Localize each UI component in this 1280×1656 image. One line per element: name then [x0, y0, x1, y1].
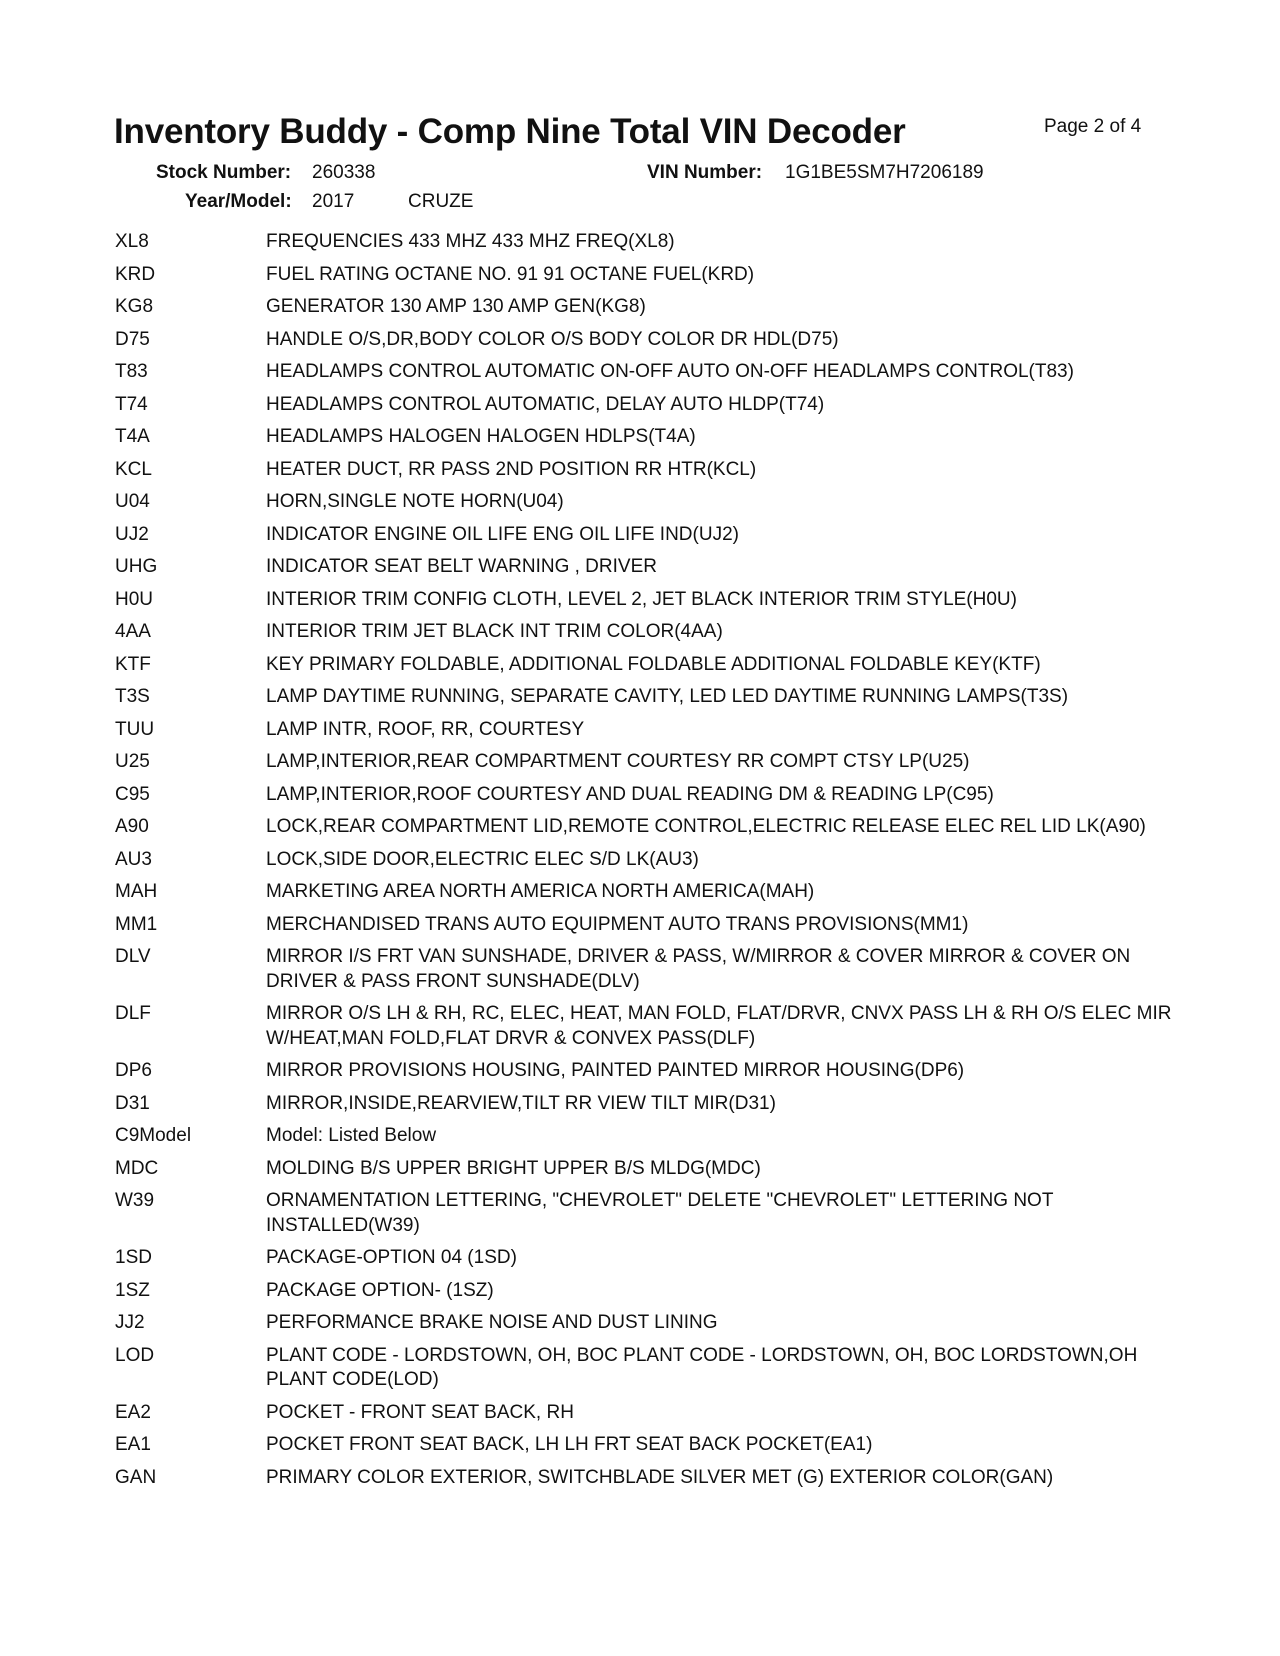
option-code: T4A	[115, 426, 150, 447]
option-code: DLV	[115, 946, 151, 967]
option-description: MARKETING AREA NORTH AMERICA NORTH AMERICA(MAH)	[266, 881, 815, 902]
option-code: LOD	[115, 1344, 155, 1366]
option-description: LAMP,INTERIOR,REAR COMPARTMENT COURTESY RR COMPT CTSY LP(U25)	[266, 751, 970, 772]
option-row	[115, 1189, 1175, 1238]
option-row	[115, 1401, 1175, 1426]
option-description: PRIMARY COLOR EXTERIOR, SWITCHBLADE SILVER MET (G) EXTERIOR COLOR(GAN)	[266, 1466, 1054, 1488]
option-code: A90	[115, 816, 149, 837]
option-description: POCKET FRONT SEAT BACK, LH LH FRT SEAT BACK POCKET(EA1)	[266, 1434, 873, 1455]
option-description: MOLDING B/S UPPER BRIGHT UPPER B/S MLDG(MDC)	[266, 1157, 761, 1179]
option-code: XL8	[115, 231, 149, 252]
report-title: Inventory Buddy - Comp Nine Total VIN Decoder	[114, 112, 906, 151]
option-row	[115, 718, 1175, 743]
option-row	[115, 523, 1175, 548]
option-row	[115, 328, 1175, 353]
option-description: LAMP,INTERIOR,ROOF COURTESY AND DUAL READING DM & READING LP(C95)	[266, 783, 994, 805]
option-description: PACKAGE-OPTION 04 (1SD)	[266, 1247, 517, 1268]
option-description: LOCK,REAR COMPARTMENT LID,REMOTE CONTROL,ELECTRIC RELEASE ELEC REL LID LK(A90)	[266, 816, 1146, 837]
option-code: KG8	[115, 296, 154, 317]
option-row	[115, 1092, 1175, 1117]
option-description: PERFORMANCE BRAKE NOISE AND DUST LINING	[266, 1312, 718, 1333]
option-description: HEADLAMPS HALOGEN HALOGEN HDLPS(T4A)	[266, 426, 696, 447]
option-row	[115, 295, 1175, 320]
option-row	[115, 1124, 1175, 1149]
vin-number-label: VIN Number:	[647, 162, 763, 183]
option-description: INTERIOR TRIM CONFIG CLOTH, LEVEL 2, JET BLACK INTERIOR TRIM STYLE(H0U)	[266, 588, 1017, 610]
option-row	[115, 815, 1175, 840]
option-row	[115, 490, 1175, 515]
option-row	[115, 1311, 1175, 1336]
option-description: LAMP INTR, ROOF, RR, COURTESY	[266, 718, 585, 740]
model-value: CRUZE	[408, 191, 474, 212]
option-description: KEY PRIMARY FOLDABLE, ADDITIONAL FOLDABLE ADDITIONAL FOLDABLE KEY(KTF)	[266, 653, 1041, 675]
option-row	[115, 263, 1175, 288]
option-code: MM1	[115, 913, 158, 935]
option-row	[115, 230, 1175, 255]
option-row	[115, 425, 1175, 450]
option-code: 4AA	[115, 621, 151, 642]
option-row	[115, 1246, 1175, 1271]
option-description: POCKET - FRONT SEAT BACK, RH	[266, 1401, 574, 1423]
option-row	[115, 620, 1175, 645]
option-row	[115, 1279, 1175, 1304]
option-row	[115, 848, 1175, 873]
option-row	[115, 653, 1175, 678]
option-description: HEATER DUCT, RR PASS 2ND POSITION RR HTR(KCL)	[266, 458, 757, 480]
option-description: INDICATOR SEAT BELT WARNING , DRIVER	[266, 556, 657, 577]
option-description: FREQUENCIES 433 MHZ 433 MHZ FREQ(XL8)	[266, 231, 675, 252]
option-code: W39	[115, 1190, 155, 1211]
option-code: 1SZ	[115, 1279, 150, 1301]
option-code: KCL	[115, 458, 152, 480]
option-row	[115, 393, 1175, 418]
option-row	[115, 588, 1175, 613]
option-code: AU3	[115, 848, 152, 870]
stock-number-label: Stock Number:	[156, 162, 292, 183]
option-code: T83	[115, 361, 148, 382]
option-description: HEADLAMPS CONTROL AUTOMATIC, DELAY AUTO HLDP(T74)	[266, 393, 825, 415]
option-description: ORNAMENTATION LETTERING, "CHEVROLET" DELETE "CHEVROLET" LETTERING NOT INSTALLED(W39)	[266, 1190, 1054, 1236]
option-row	[115, 360, 1175, 385]
option-description: INTERIOR TRIM JET BLACK INT TRIM COLOR(4AA)	[266, 621, 723, 642]
option-row	[115, 1344, 1175, 1393]
option-row	[115, 1433, 1175, 1458]
option-code: KRD	[115, 263, 156, 285]
option-code-list	[115, 230, 1175, 1498]
stock-number-value: 260338	[312, 162, 376, 183]
option-description: HEADLAMPS CONTROL AUTOMATIC ON-OFF AUTO ON-OFF HEADLAMPS CONTROL(T83)	[266, 361, 1074, 382]
option-row	[115, 555, 1175, 580]
option-code: T3S	[115, 686, 150, 707]
option-description: Model: Listed Below	[266, 1125, 437, 1146]
option-description: PACKAGE OPTION- (1SZ)	[266, 1279, 494, 1301]
option-row	[115, 750, 1175, 775]
option-row	[115, 880, 1175, 905]
option-code: U25	[115, 751, 150, 772]
option-description: MIRROR,INSIDE,REARVIEW,TILT RR VIEW TILT MIR(D31)	[266, 1092, 776, 1114]
option-row	[115, 1059, 1175, 1084]
option-code: T74	[115, 393, 148, 415]
option-row	[115, 945, 1175, 994]
option-code: DP6	[115, 1060, 152, 1081]
option-description: MIRROR I/S FRT VAN SUNSHADE, DRIVER & PASS, W/MIRROR & COVER MIRROR & COVER ON DRIVER & PASS FRONT SUNSHADE(DLV)	[266, 946, 1131, 992]
option-row	[115, 783, 1175, 808]
option-code: D75	[115, 328, 150, 350]
option-row	[115, 1002, 1175, 1051]
option-description: GENERATOR 130 AMP 130 AMP GEN(KG8)	[266, 296, 646, 317]
option-row	[115, 1157, 1175, 1182]
option-code: JJ2	[115, 1312, 145, 1333]
option-code: UJ2	[115, 523, 149, 545]
option-code: 1SD	[115, 1247, 152, 1268]
year-model-label: Year/Model:	[185, 191, 292, 212]
option-description: INDICATOR ENGINE OIL LIFE ENG OIL LIFE IND(UJ2)	[266, 523, 739, 545]
option-code: UHG	[115, 556, 158, 577]
option-description: HANDLE O/S,DR,BODY COLOR O/S BODY COLOR DR HDL(D75)	[266, 328, 839, 350]
option-description: FUEL RATING OCTANE NO. 91 91 OCTANE FUEL(KRD)	[266, 263, 755, 285]
option-code: U04	[115, 491, 150, 512]
option-code: DLF	[115, 1003, 151, 1024]
option-code: C95	[115, 783, 150, 805]
option-description: MIRROR PROVISIONS HOUSING, PAINTED PAINTED MIRROR HOUSING(DP6)	[266, 1060, 965, 1081]
option-description: HORN,SINGLE NOTE HORN(U04)	[266, 491, 564, 512]
page-number: Page 2 of 4	[1044, 116, 1142, 137]
option-code: H0U	[115, 588, 154, 610]
option-code: EA2	[115, 1401, 151, 1423]
vin-number-value: 1G1BE5SM7H7206189	[785, 162, 984, 183]
option-description: MERCHANDISED TRANS AUTO EQUIPMENT AUTO TRANS PROVISIONS(MM1)	[266, 913, 969, 935]
option-row	[115, 1466, 1175, 1491]
option-row	[115, 913, 1175, 938]
option-description: MIRROR O/S LH & RH, RC, ELEC, HEAT, MAN FOLD, FLAT/DRVR, CNVX PASS LH & RH O/S ELEC MIR W/HEAT,MAN FOLD,FLAT DRVR & CONVEX PASS(DLF)	[266, 1003, 1172, 1049]
option-code: C9Model	[115, 1125, 192, 1146]
option-code: GAN	[115, 1466, 157, 1488]
option-description: LOCK,SIDE DOOR,ELECTRIC ELEC S/D LK(AU3)	[266, 848, 699, 870]
option-code: D31	[115, 1092, 150, 1114]
option-code: EA1	[115, 1434, 151, 1455]
option-code: MDC	[115, 1157, 159, 1179]
option-row	[115, 685, 1175, 710]
option-row	[115, 458, 1175, 483]
option-code: TUU	[115, 718, 155, 740]
option-description: LAMP DAYTIME RUNNING, SEPARATE CAVITY, LED LED DAYTIME RUNNING LAMPS(T3S)	[266, 686, 1069, 707]
option-description: PLANT CODE - LORDSTOWN, OH, BOC PLANT CODE - LORDSTOWN, OH, BOC LORDSTOWN,OH PLANT CODE(LOD)	[266, 1344, 1138, 1390]
year-value: 2017	[312, 191, 355, 212]
option-code: MAH	[115, 881, 158, 902]
option-code: KTF	[115, 653, 151, 675]
